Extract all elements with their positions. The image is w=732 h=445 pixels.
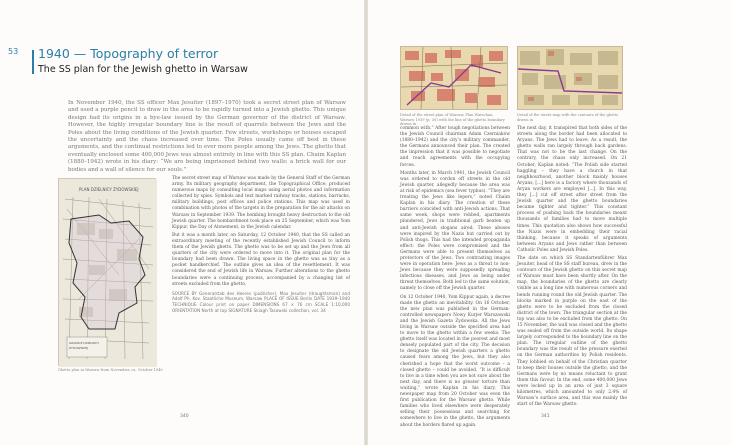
text-column-middle xyxy=(400,126,510,431)
street-map-detail-a xyxy=(401,47,507,109)
chapter-year: 1940 xyxy=(38,46,70,61)
paragraph: On 12 October 1940, Yom Kippur again, a decree made the ghetto an inevitability. On 16 October, the new plan was published in the German-controlled newspapers Nowy Kurjer Warszawski and the Jewish Gazeta Żydowska. All the Jews living in Warsaw outside the specified area had to move to the ghetto within a few weeks. The ghetto itself was located in the poorest and most densely populated part of the city. The decision to designate the old Jewish quarters a ghetto caused fears among the Jews, but they also cherished a hope that the worst outcome – a closed ghetto – could be avoided. “It is difficult to live in a time when you are not sure about the next day, and there is no greater torture than waiting,” wrote Kaplan in his diary. This newspaper map from 20 October was even the first publication for the Warsaw ghetto. While families who lived elsewhere were desperately selling their possessions and searching for somewhere to live in the ghetto, the arguments about the borders flared up again. xyxy=(400,294,510,428)
svg-text:ŻYDOWSKIEJ: ŻYDOWSKIEJ xyxy=(69,346,89,350)
chapter-title xyxy=(38,46,218,61)
title-accent-bar xyxy=(32,50,34,74)
map-detail-image-b xyxy=(517,46,623,110)
map-detail-image-a xyxy=(400,46,508,110)
svg-text:GRANICE DZIELNICY: GRANICE DZIELNICY xyxy=(69,341,100,345)
map-caption-b: Detail of the street map with the contours of the ghetto drawn in xyxy=(517,113,619,122)
street-map-detail-b xyxy=(518,47,622,109)
plan-caption: Ghetto plan in Warsaw from November, ca. October 1940 xyxy=(58,368,163,372)
section-number: 53 xyxy=(8,47,19,56)
map-caption-a: Detail of the street plan of Warsaw, Plan Warschau, Warsaw 1939 (p. 30) with the line of the ghetto boundary drawn in xyxy=(400,113,505,127)
paragraph: But it was a month later, on Saturday, 12 October 1940, that the SS called an extraordinary meeting of the recently established Jewish Council to inform them of the Jewish ghetto. The ghetto was to be set up and the Jews from all quarters of the city were ordered to move into it. The original plan for the boundary had been drawn. The living space in the ghetto was as tiny as a pocket handkerchief. The outline gives an idea of the resettlement. It was considered the end of Jewish life in Warsaw. Further alterations to the ghetto boundaries were a continuing process, accompanied by a changing list of streets excluded from the ghetto. xyxy=(172,232,350,287)
text-column-left xyxy=(172,176,350,314)
page-number-right: 341 xyxy=(541,414,550,419)
map-credits: SOURCE BY Generalstab des Heeres (publisher), Max Jesuiter (draughtsman) and Adolf Ph. Kov. Staatliche Museum, Warsaw PLACE OF ISSUE Berlin DATE 1939–1940 TECHNIQUE Colour print on paper DIMENSIONS 67 × 76 cm SCALE 1:10,000 ORIENTATION North at top SIGNATURE Skiagh Tasowski collection, vol. 34 xyxy=(172,290,350,314)
book-gutter xyxy=(364,0,368,445)
paragraph: Months later, in March 1941, the Jewish Council was ordered to cordon off streets in the old Jewish quarter, allegedly because the area was at risk of epidemics (sea fever typhus). “They are treating the Jews like lepers,” noted Chaim Kaplan in his diary. The creation of these barriers coincided with anti-Jewish actions. That same week, shops were robbed, apartments plundered, Jews in traditional garb beaten up and anti-Jewish slogans aired. These abuses were inspired by the Nazis but carried out by Polish thugs. This had the intended propaganda effect: the Poles were compromised and the Germans were able to present themselves as protectors of the Jews. Two contrasting images were in operation here: Jews as a threat to non-Jews because they were supposedly spreading infectious diseases, and Jews as being under threat themselves. Both led to the same solution, namely to close off the Jewish quarter. xyxy=(400,170,510,292)
chapter-subtitle: The SS plan for the Jewish ghetto in Warsaw xyxy=(38,64,248,75)
svg-text:PLAN DZIELNICY ŻYDOWSKIEJ: PLAN DZIELNICY ŻYDOWSKIEJ xyxy=(79,187,139,192)
page-number-left: 340 xyxy=(180,414,189,419)
paragraph: The date on which SS Standartenführer Max Jesuiter, head of the SS staff bureau, drew in the contours of the Jewish ghetto on this secret map of Warsaw must have been shortly after. On the map, the boundaries of the ghetto are clearly visible as a long line with numerous corners and bends running round the old Jewish quarter. The blocks marked in purple on the east of the ghetto were to be excluded from the closed district of the town. The triangular section at the top was also to be excluded from the ghetto. On 15 November, the wall was closed and the ghetto was sealed off from the outside world. Its shape largely corresponded to the boundary line on the plan. The irregular outline of the ghetto boundary was the result of the pressure exerted on the German authorities by Polish residents. They lobbied on behalf of the Christian quarter to keep their houses outside the ghetto, and the Germans were by no means reluctant to grant them this favour. In the end, some 400,000 Jews were locked up in an area of just 3 square kilometres, which amounted to only 2.4% of Warsaw’s surface area, and this was mainly the start of the Warsaw ghetto. xyxy=(517,255,627,408)
intro-paragraph: In November 1940, the SS officer Max Jesuiter (1897–1970) took a secret street plan of Warsaw and used a purple pencil to draw in the area to be rapidly turned into a Jewish ghetto. This unique design had its origins in a bye-law issued by the German governor of the district of Warsaw. However, the highly irregular boundary line is the result of quarrels between the Jews and the Poles about the living conditions of the Jewish quarter. Few streets, workshops or houses escaped the uncertainty and the chaos increased over time. The Poles usually came off best in these arguments, and the continual restrictions led to ever more people among the Jews. The ghetto that eventually enclosed some 400,000 Jews was almost entirely in line with this SS plan. Chaim Kaplan (1880–1942) wrote in his diary: “We are being imprisoned behind two walls: a brick wall for our bodies and a wall of silence for our souls.” xyxy=(68,100,346,173)
ghetto-plan-drawing xyxy=(59,179,157,367)
ghetto-plan-image xyxy=(58,178,156,366)
paragraph: The secret street map of Warsaw was made by the General Staff of the German army. Its military geography department, the Topographical Office, produced numerous maps by consulting local maps using aerial photos and information collected by spies. Symbols and text marked railway tracks, stations, barracks, military buildings, post offices and police stations. This map was used in combination with photos of the targets in the preparation for the air attacks on Warsaw in September 1939. The bombing brought heavy destruction to the old Jewish quarter. The bombardment took place on 25 September, which was Yom Kippur, the Day of Atonement, in the Jewish calendar. xyxy=(172,176,350,230)
paragraph: The next day, it transpired that both sides of the streets along the border had been allocated to Aryans. The Jews had to leave. As a result, the ghetto walls ran largely through back gardens. That was not to be the last change. On the contrary, the chaos only increased. On 21 October, Kaplan noted: “The Polish side started haggling – they have a church in that neighbourhood, another block mainly houses Aryans, [...] here is a factory where thousands of Aryan workers are employed [...]. In this way, they [...] cut off street after street from the Jewish quarter and the ghetto boundaries became tighter and tighter.” This constant process of pushing back the boundaries meant thousands of families had to move multiple times. This quotation also shows how successful the Nazis were in embedding their racial thinking, because it speaks of arguments between Aryans and Jews rather than between Catholic Poles and Jewish Poles. xyxy=(517,126,627,253)
text-column-right xyxy=(517,126,627,410)
title-separator: — xyxy=(69,46,91,61)
paragraph: common with.” After tough negotiations between the Jewish Council chairman Adam Czerniaków (1880–1942) and the city’s military commander, the Germans announced their plan. The created the impression that it was possible to negotiate and reach agreements with the occupying forces. xyxy=(400,126,510,168)
chapter-title-text: Topography of terror xyxy=(90,46,219,61)
